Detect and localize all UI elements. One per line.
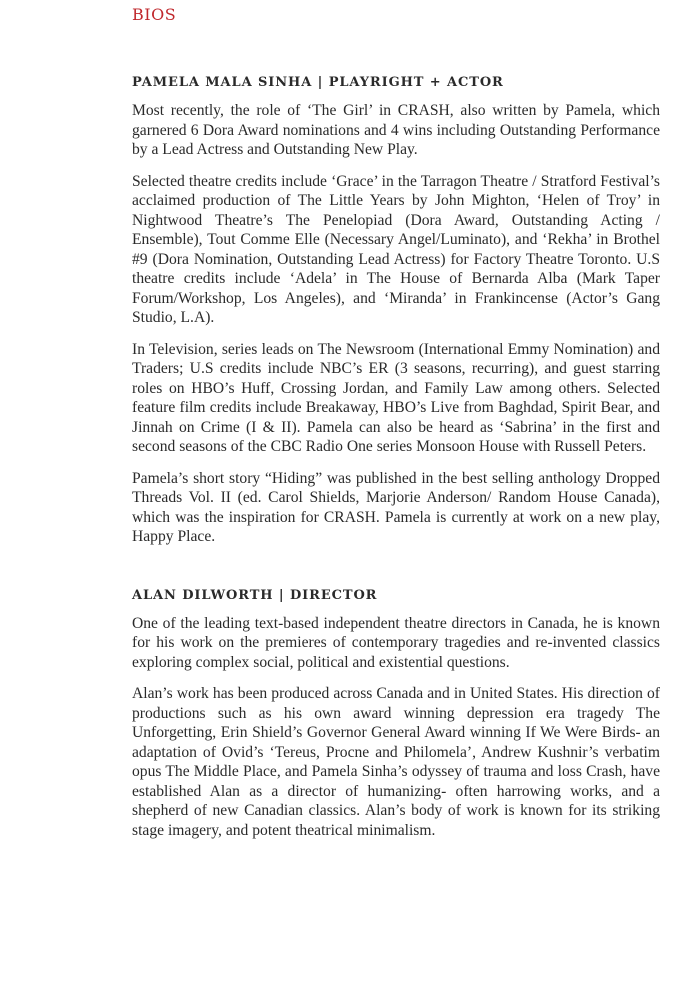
- bio-paragraph: Most recently, the role of ‘The Girl’ in CRASH, also written by Pamela, which garnered 6 Dora Award nominations and 4 wins including Outstanding Performance by a Lead Actress and Outstanding New Play.: [132, 102, 660, 158]
- bio-heading-pamela: PAMELA MALA SINHA | PLAYRIGHT + ACTOR: [132, 75, 504, 90]
- section-label: BIOS: [132, 5, 177, 24]
- bio-paragraph: In Television, series leads on The Newsroom (International Emmy Nomination) and Traders; U.S credits include NBC’s ER (3 seasons, recurring), and guest starring roles on HBO’s Huff, Crossing Jordan, and Family Law among others. Selected feature film credits include Breakaway, HBO’s Live from Baghdad, Spirit Bear, and Jinnah on Crime (I & II). Pamela can also be heard as ‘Sabrina’ in the first and second seasons of the CBC Radio One series Monsoon House with Russell Peters.: [132, 340, 660, 455]
- bios-page: [132, 0, 660, 840]
- bio-heading-alan: ALAN DILWORTH | DIRECTOR: [132, 587, 378, 603]
- bio-paragraph: Pamela’s short story “Hiding” was published in the best selling anthology Dropped Threads Vol. II (ed. Carol Shields, Marjorie Anderson/ Random House Canada), which was the inspiration for CRASH. Pamela is currently at work on a new play, Happy Place.: [132, 469, 660, 545]
- bio-paragraph: Selected theatre credits include ‘Grace’ in the Tarragon Theatre / Stratford Festival’s acclaimed production of The Little Years by John Mighton, ‘Helen of Troy’ in Nightwood Theatre’s The Penelopiad (Dora Award, Outstanding Acting / Ensemble), Tout Comme Elle (Necessary Angel/Luminato), and ‘Rekha’ in Brothel #9 (Dora Nomination, Outstanding Lead Actress) for Factory Theatre Toronto. U.S theatre credits include ‘Adela’ in The House of Bernarda Alba (Mark Taper Forum/Workshop, Los Angeles), and ‘Miranda’ in Frankincense (Actor’s Gang Studio, L.A).: [132, 172, 660, 326]
- bio-paragraph: Alan’s work has been produced across Canada and in United States. His direction of productions such as his own award winning depression era tragedy The Unforgetting, Erin Shield’s Governor General Award winning If We Were Birds- an adaptation of Ovid’s ‘Tereus, Procne and Philomela’, Andrew Kushnir’s verbatim opus The Middle Place, and Pamela Sinha’s odyssey of trauma and loss Crash, have established Alan as a director of humanizing- often harrowing works, and a shepherd of new Canadian classics. Alan’s body of work is known for its striking stage imagery, and potent theatrical minimalism.: [132, 685, 660, 839]
- bio-paragraph: One of the leading text-based independent theatre directors in Canada, he is known for his work on the premieres of contemporary tragedies and re-invented classics exploring complex social, political and existential questions.: [132, 614, 660, 671]
